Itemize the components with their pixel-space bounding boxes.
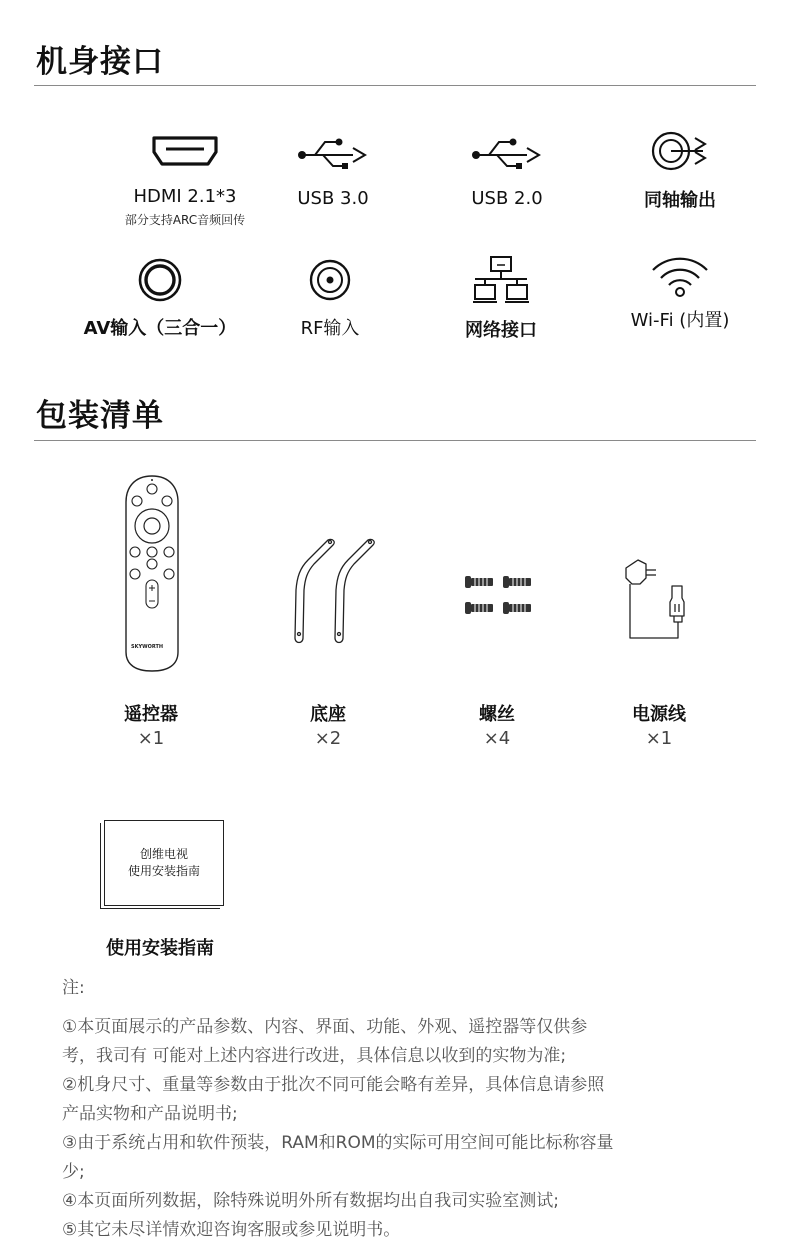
av-input-icon	[136, 256, 184, 304]
section-divider	[34, 85, 756, 86]
screws-icon	[462, 570, 536, 622]
usb-icon	[295, 128, 371, 176]
section-divider	[34, 440, 756, 441]
port-av	[60, 256, 260, 340]
notes-block	[62, 974, 742, 1245]
port-rf	[260, 256, 400, 340]
item-name: 遥控器	[124, 704, 178, 725]
hdmi-port-icon	[150, 128, 220, 176]
note-line: 考，我司有 可能对上述内容进行改进，具体信息以收到的实物为准;	[62, 1046, 567, 1066]
booklet-cover-line: 创维电视	[139, 847, 188, 861]
notes-head: 注:	[62, 978, 85, 998]
network-port-icon	[471, 254, 531, 306]
port-network	[431, 254, 571, 342]
item-qty: ×2	[314, 728, 342, 749]
package-item-stand	[258, 700, 398, 749]
port-label: 同轴输出	[644, 190, 716, 211]
item-qty: ×1	[137, 728, 165, 749]
port-label: USB 2.0	[471, 188, 543, 209]
note-line: 少;	[62, 1162, 85, 1182]
package-section-title: 包装清单	[36, 398, 164, 434]
port-wifi	[600, 254, 760, 332]
remote-brand-logo: SKYWORTH	[131, 644, 164, 650]
port-label: RF输入	[300, 318, 360, 339]
stand-icon	[290, 534, 380, 650]
note-line: ①本页面展示的产品参数、内容、界面、功能、外观、遥控器等仅供参	[62, 1017, 588, 1037]
usb-icon	[469, 128, 545, 176]
manual-booklet-icon	[104, 820, 224, 906]
port-label: AV输入（三合一）	[83, 318, 237, 339]
port-usb30	[263, 128, 403, 209]
port-label: Wi-Fi (内置)	[630, 310, 730, 331]
item-qty: ×4	[483, 728, 511, 749]
note-line: ③由于系统占用和软件预装，RAM和ROM的实际可用空间可能比标称容量	[62, 1133, 614, 1153]
item-qty: ×1	[645, 728, 673, 749]
package-item-remote	[81, 700, 221, 749]
port-sublabel: 部分支持ARC音频回传	[124, 213, 246, 227]
item-name: 螺丝	[479, 704, 515, 725]
power-cord-icon	[620, 556, 700, 644]
item-name: 电源线	[632, 704, 686, 725]
manual-name: 使用安装指南	[106, 938, 214, 959]
remote-control-icon	[122, 472, 182, 674]
port-coaxial	[610, 126, 750, 212]
port-label: HDMI 2.1*3	[133, 186, 237, 207]
note-line: 产品实物和产品说明书;	[62, 1104, 238, 1124]
package-item-screws	[427, 700, 567, 749]
port-usb20	[437, 128, 577, 209]
port-label: 网络接口	[465, 320, 537, 341]
booklet-cover-line: 使用安装指南	[127, 864, 200, 878]
item-name: 底座	[310, 704, 346, 725]
coaxial-output-icon	[647, 126, 713, 176]
package-item-power-cord	[589, 700, 729, 749]
note-line: ④本页面所列数据，除特殊说明外所有数据均出自我司实验室测试;	[62, 1191, 559, 1211]
interfaces-section-title: 机身接口	[36, 44, 164, 80]
note-line: ⑤其它未尽详情欢迎咨询客服或参见说明书。	[62, 1220, 401, 1240]
note-line: ②机身尺寸、重量等参数由于批次不同可能会略有差异，具体信息请参照	[62, 1075, 605, 1095]
rf-input-icon	[306, 256, 354, 304]
wifi-icon	[649, 254, 711, 298]
port-label: USB 3.0	[297, 188, 369, 209]
